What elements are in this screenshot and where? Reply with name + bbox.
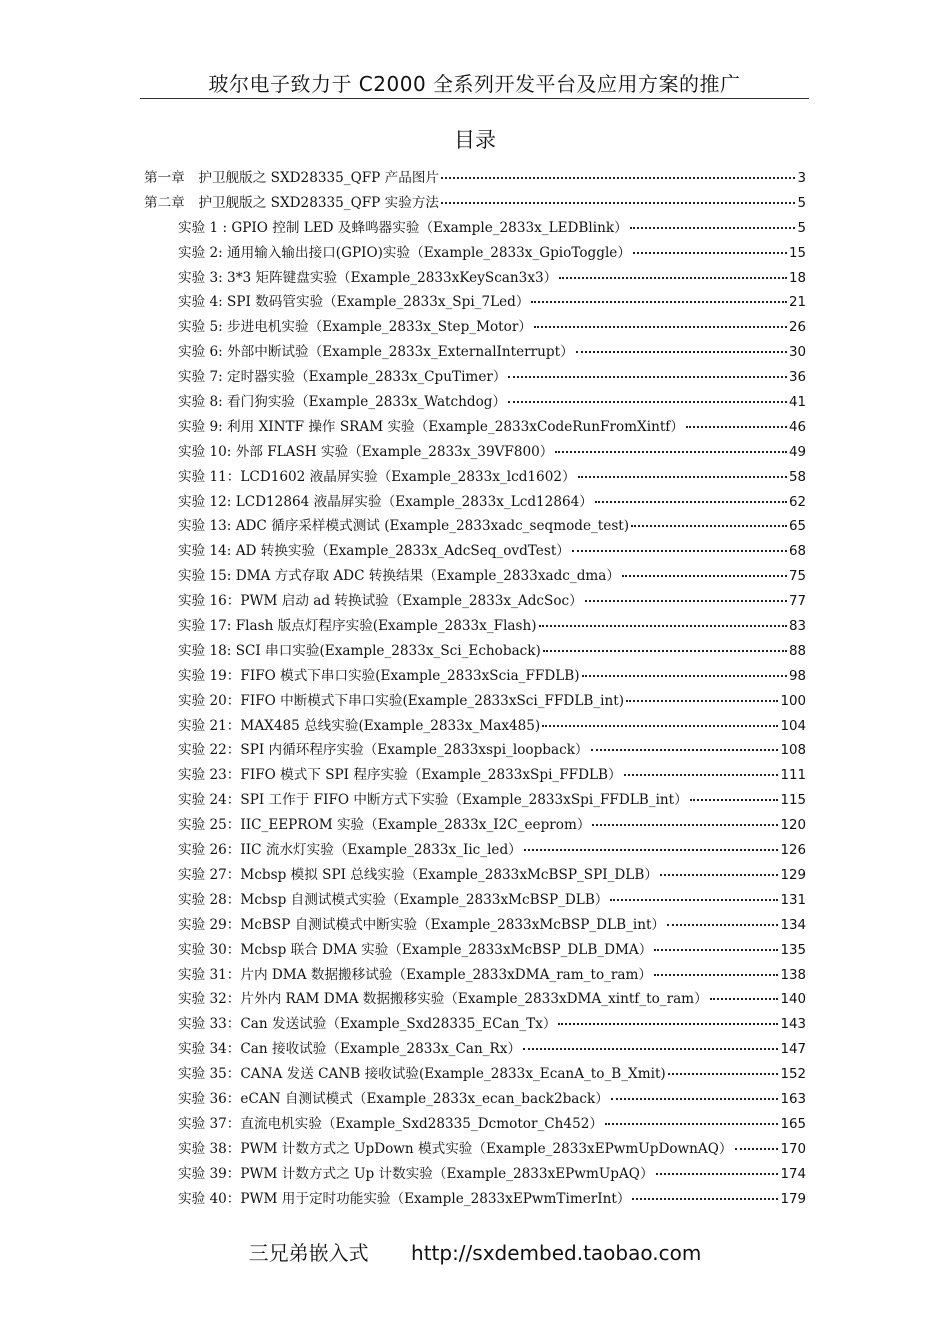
page-header [140, 68, 809, 99]
toc-entry-page-number: 170 [780, 1141, 806, 1157]
toc-section-entry[interactable] [144, 689, 806, 714]
toc-dot-leader [654, 949, 778, 951]
toc-section-entry[interactable] [144, 813, 806, 838]
toc-dot-leader [686, 426, 787, 428]
toc-entry-page-number: 77 [788, 594, 806, 610]
toc-section-entry[interactable] [144, 1137, 806, 1162]
toc-dot-leader [534, 326, 787, 328]
toc-entry-title: 实验 39：PWM 计数方式之 Up 计数实验（Example_2833xEPwmUpAQ） [178, 1165, 654, 1182]
toc-entry-title: 实验 12: LCD12864 液晶屏实验（Example_2833x_Lcd12864） [178, 493, 593, 510]
toc-section-entry[interactable] [144, 788, 806, 813]
toc-section-entry[interactable] [144, 938, 806, 963]
toc-entry-page-number: 152 [780, 1067, 806, 1083]
toc-dot-leader [539, 625, 787, 627]
toc-section-entry[interactable] [144, 913, 806, 938]
toc-section-entry[interactable] [144, 888, 806, 913]
toc-entry-title: 实验 28：Mcbsp 自测试模式实验（Example_2833xMcBSP_DLB） [178, 891, 609, 908]
toc-entry-page-number: 58 [788, 469, 806, 485]
toc-section-entry[interactable] [144, 564, 806, 589]
toc-entry-title: 实验 8: 看门狗实验（Example_2833x_Watchdog） [178, 394, 507, 411]
toc-section-entry[interactable] [144, 838, 806, 863]
toc-section-entry[interactable] [144, 963, 806, 988]
toc-dot-leader [632, 1198, 778, 1200]
toc-entry-title: 实验 1 : GPIO 控制 LED 及蜂鸣器实验（Example_2833x_LEDBlink） [178, 219, 628, 236]
toc-entry-title: 实验 33：Can 发送试验（Example_Sxd28335_ECan_Tx） [178, 1016, 557, 1033]
toc-entry-title: 实验 29：McBSP 自测试模式中断实验（Example_2833xMcBSP_DLB_int） [178, 916, 666, 933]
toc-dot-leader [631, 525, 787, 527]
toc-section-entry[interactable] [144, 365, 806, 390]
toc-section-entry[interactable] [144, 340, 806, 365]
toc-dot-leader [630, 227, 796, 229]
toc-entry-title: 实验 36：eCAN 自测试模式（Example_2833x_ecan_back2back） [178, 1090, 609, 1107]
toc-section-entry[interactable] [144, 738, 806, 763]
toc-dot-leader [654, 974, 778, 976]
toc-entry-page-number: 41 [788, 395, 806, 411]
toc-dot-leader [441, 202, 795, 204]
toc-entry-title: 实验 7: 定时器实验（Example_2833x_CpuTimer） [178, 369, 507, 386]
toc-entry-page-number: 111 [780, 768, 806, 784]
toc-entry-page-number: 68 [788, 544, 806, 560]
toc-dot-leader [624, 774, 779, 776]
toc-entry-page-number: 15 [788, 245, 806, 261]
toc-section-entry[interactable] [144, 1062, 806, 1087]
toc-section-entry[interactable] [144, 1112, 806, 1137]
toc-entry-page-number: 120 [780, 818, 806, 834]
toc-dot-leader [558, 1023, 778, 1025]
toc-section-entry[interactable] [144, 639, 806, 664]
toc-section-entry[interactable] [144, 589, 806, 614]
toc-section-entry[interactable] [144, 1087, 806, 1112]
toc-entry-page-number: 134 [780, 917, 806, 933]
toc-entry-page-number: 75 [788, 569, 806, 585]
toc-section-entry[interactable] [144, 514, 806, 539]
toc-dot-leader [633, 252, 787, 254]
toc-entry-title: 实验 23：FIFO 模式下 SPI 程序实验（Example_2833xSpi_FFDLB） [178, 767, 622, 784]
toc-entry-page-number: 147 [780, 1042, 806, 1058]
toc-entry-title: 实验 14: AD 转换实验（Example_2833x_AdcSeq_ovdTest） [178, 543, 570, 560]
toc-entry-title: 实验 4: SPI 数码管实验（Example_2833x_Spi_7Led） [178, 294, 530, 311]
toc-entry-title: 实验 32：片外内 RAM DMA 数据搬移实验（Example_2833xDMA_xintf_to_ram） [178, 991, 708, 1008]
toc-dot-leader [611, 1098, 779, 1100]
toc-section-entry[interactable] [144, 490, 806, 515]
toc-entry-title: 实验 35：CANA 发送 CANB 接收试验(Example_2833x_EcanA_to_B_Xmit) [178, 1066, 666, 1083]
toc-section-entry[interactable] [144, 1187, 806, 1212]
toc-entry-page-number: 88 [788, 643, 806, 659]
toc-entry-page-number: 26 [788, 320, 806, 336]
toc-dot-leader [622, 575, 787, 577]
footer-brand: 三兄弟嵌入式 [248, 1241, 369, 1265]
toc-entry-page-number: 21 [788, 295, 806, 311]
toc-entry-title: 实验 3: 3*3 矩阵键盘实验（Example_2833xKeyScan3x3） [178, 269, 558, 286]
toc-entry-title: 实验 21：MAX485 总线实验(Example_2833x_Max485) [178, 717, 541, 734]
toc-section-entry[interactable] [144, 714, 806, 739]
toc-entry-title: 实验 34：Can 接收试验（Example_2833x_Can_Rx） [178, 1041, 522, 1058]
toc-entry-title: 实验 13: ADC 循序采样模式测试 (Example_2833xadc_seqmode_test) [178, 518, 630, 535]
toc-section-entry[interactable] [144, 266, 806, 291]
toc-entry-page-number: 135 [780, 942, 806, 958]
toc-section-entry[interactable] [144, 539, 806, 564]
toc-section-entry[interactable] [144, 987, 806, 1012]
toc-entry-title: 实验 25：IIC_EEPROM 实验（Example_2833x_I2C_eeprom） [178, 817, 591, 834]
toc-dot-leader [585, 600, 787, 602]
header-title: 玻尔电子致力于 C2000 全系列开发平台及应用方案的推广 [208, 72, 741, 96]
toc-entry-page-number: 100 [780, 693, 806, 709]
toc-section-entry[interactable] [144, 1012, 806, 1037]
toc-entry-title: 实验 17: Flash 版点灯程序实验(Example_2833x_Flash) [178, 618, 537, 635]
toc-entry-page-number: 49 [788, 444, 806, 460]
toc-title: 目录 [454, 128, 496, 152]
toc-entry-title: 实验 10: 外部 FLASH 实验（Example_2833x_39VF800） [178, 443, 554, 460]
toc-chapter-entry[interactable] [144, 191, 806, 216]
toc-entry-page-number: 129 [780, 867, 806, 883]
toc-entry-page-number: 143 [780, 1017, 806, 1033]
toc-dot-leader [555, 451, 787, 453]
toc-dot-leader [441, 177, 795, 179]
toc-entry-title: 实验 24：SPI 工作于 FIFO 中断方式下实验（Example_2833xSpi_FFDLB_int） [178, 792, 688, 809]
toc-entry-page-number: 115 [780, 793, 806, 809]
toc-entry-title: 实验 9: 利用 XINTF 操作 SRAM 实验（Example_2833xCodeRunFromXintf） [178, 418, 684, 435]
toc-section-entry[interactable] [144, 863, 806, 888]
toc-entry-page-number: 126 [780, 843, 806, 859]
toc-dot-leader [576, 351, 787, 353]
toc-entry-title: 实验 19：FIFO 模式下串口实验(Example_2833xScia_FFDLB) [178, 667, 580, 684]
toc-dot-leader [690, 799, 779, 801]
toc-dot-leader [592, 824, 778, 826]
toc-section-entry[interactable] [144, 763, 806, 788]
toc-section-entry[interactable] [144, 614, 806, 639]
toc-dot-leader [605, 1123, 778, 1125]
toc-entry-title: 实验 26：IIC 流水灯实验（Example_2833x_Iic_led） [178, 842, 522, 859]
toc-entry-title: 实验 27：Mcbsp 模拟 SPI 总线实验（Example_2833xMcBSP_SPI_DLB） [178, 866, 658, 883]
toc-entry-title: 实验 20：FIFO 中断模式下串口实验(Example_2833xSci_FFDLB_int) [178, 692, 624, 709]
toc-dot-leader [660, 874, 779, 876]
toc-dot-leader [543, 650, 787, 652]
toc-entry-title: 实验 15: DMA 方式存取 ADC 转换结果（Example_2833xadc_dma） [178, 568, 621, 585]
toc-entry-title: 实验 16：PWM 启动 ad 转换试验（Example_2833x_AdcSoc） [178, 593, 583, 610]
toc-entry-title: 实验 22：SPI 内循环程序实验（Example_2833xspi_loopback） [178, 742, 589, 759]
toc-dot-leader [542, 725, 778, 727]
toc-entry-page-number: 36 [788, 370, 806, 386]
toc-dot-leader [667, 924, 778, 926]
toc-section-entry[interactable] [144, 241, 806, 266]
toc-section-entry[interactable] [144, 315, 806, 340]
toc-entry-page-number: 140 [780, 992, 806, 1008]
toc-section-entry[interactable] [144, 216, 806, 241]
toc-entry-page-number: 65 [788, 519, 806, 535]
footer-url-link[interactable]: http://sxdembed.taobao.com [411, 1241, 702, 1265]
toc-dot-leader [595, 501, 787, 503]
toc-entry-page-number: 46 [788, 419, 806, 435]
toc-entry-title: 第二章 护卫舰版之 SXD28335_QFP 实验方法 [144, 194, 440, 211]
toc-dot-leader [508, 376, 787, 378]
toc-dot-leader [508, 401, 787, 403]
toc-entry-page-number: 131 [780, 892, 806, 908]
toc-section-entry[interactable] [144, 1037, 806, 1062]
toc-entry-title: 实验 38：PWM 计数方式之 UpDown 模式实验（Example_2833xEPwmUpDownAQ） [178, 1140, 733, 1157]
toc-entry-page-number: 62 [788, 494, 806, 510]
toc-entry-page-number: 179 [780, 1191, 806, 1207]
toc-entry-title: 实验 18: SCI 串口实验(Example_2833x_Sci_Echoback) [178, 642, 541, 659]
toc-section-entry[interactable] [144, 465, 806, 490]
toc-dot-leader [559, 277, 787, 279]
toc-entry-page-number: 104 [780, 718, 806, 734]
toc-entry-title: 实验 2: 通用输入输出接口(GPIO)实验（Example_2833x_GpioToggle） [178, 244, 631, 261]
toc-dot-leader [582, 675, 787, 677]
toc-dot-leader [531, 301, 786, 303]
toc-entry-title: 实验 31：片内 DMA 数据搬移试验（Example_2833xDMA_ram_to_ram） [178, 966, 653, 983]
toc-entry-title: 实验 5: 步进电机实验（Example_2833x_Step_Motor） [178, 319, 532, 336]
toc-entry-page-number: 138 [780, 967, 806, 983]
toc-entry-page-number: 163 [780, 1091, 806, 1107]
toc-entry-title: 实验 37：直流电机实验（Example_Sxd28335_Dcmotor_Ch452） [178, 1115, 603, 1132]
toc-dot-leader [523, 1048, 778, 1050]
toc-dot-leader [656, 1173, 779, 1175]
toc-entry-title: 第一章 护卫舰版之 SXD28335_QFP 产品图片 [144, 170, 440, 186]
toc-section-entry[interactable] [144, 415, 806, 440]
toc-chapter-entry[interactable] [144, 166, 806, 191]
toc-entry-page-number: 3 [797, 171, 806, 186]
toc-dot-leader [710, 998, 779, 1000]
toc-entry-page-number: 174 [780, 1166, 806, 1182]
toc-entry-page-number: 165 [780, 1116, 806, 1132]
toc-dot-leader [572, 550, 787, 552]
toc-entry-page-number: 5 [797, 220, 806, 236]
toc-section-entry[interactable] [144, 290, 806, 315]
toc-entry-page-number: 98 [788, 668, 806, 684]
toc-section-entry[interactable] [144, 440, 806, 465]
toc-dot-leader [735, 1148, 779, 1150]
toc-dot-leader [578, 476, 787, 478]
toc-entry-page-number: 5 [797, 195, 806, 211]
toc-dot-leader [626, 700, 778, 702]
toc-entry-title: 实验 40：PWM 用于定时功能实验（Example_2833xEPwmTimerInt） [178, 1190, 631, 1207]
toc-dot-leader [668, 1073, 779, 1075]
page-footer [0, 1237, 950, 1266]
toc-entry-title: 实验 30：Mcbsp 联合 DMA 实验（Example_2833xMcBSP_DLB_DMA） [178, 941, 653, 958]
toc-entry-page-number: 30 [788, 345, 806, 361]
toc-entry-title: 实验 6: 外部中断试验（Example_2833x_ExternalInterrupt） [178, 344, 574, 361]
toc-section-entry[interactable] [144, 664, 806, 689]
toc-entry-title: 实验 11：LCD1602 液晶屏实验（Example_2833x_lcd1602） [178, 468, 576, 485]
toc-entry-page-number: 108 [780, 743, 806, 759]
toc-dot-leader [524, 849, 779, 851]
toc-entry-page-number: 18 [788, 270, 806, 286]
toc-dot-leader [610, 899, 778, 901]
table-of-contents [144, 166, 806, 1211]
toc-entry-page-number: 83 [788, 619, 806, 635]
toc-section-entry[interactable] [144, 390, 806, 415]
toc-dot-leader [591, 749, 779, 751]
toc-section-entry[interactable] [144, 1162, 806, 1187]
